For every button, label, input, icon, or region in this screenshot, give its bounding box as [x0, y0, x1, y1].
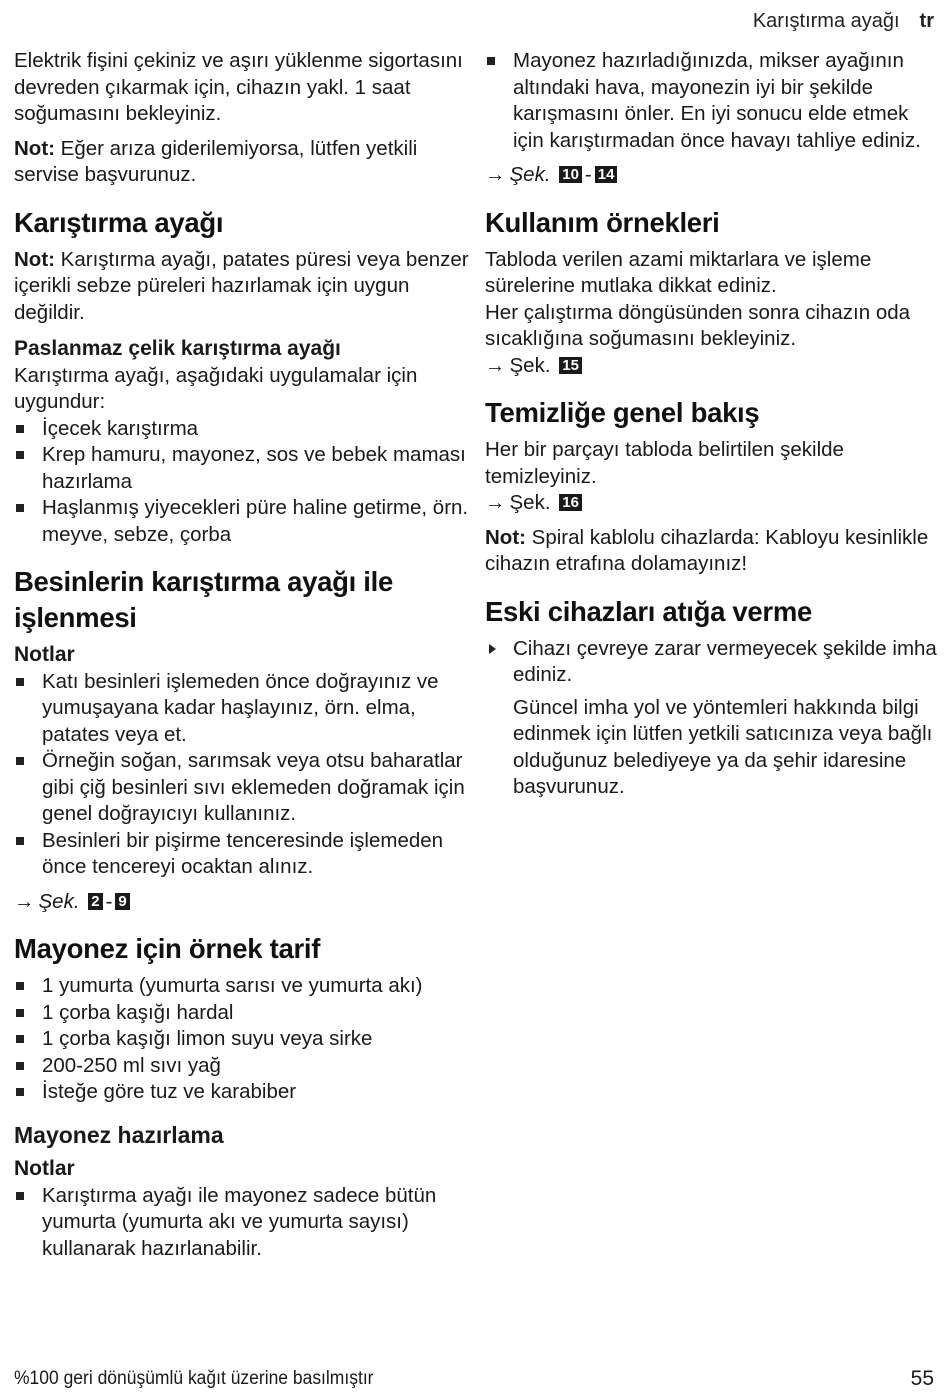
- mayonez-air-list: [485, 48, 937, 154]
- bullet-square-icon: [16, 1062, 24, 1070]
- bullet-square-icon: [487, 57, 495, 65]
- heading-temizlik: Temizliğe genel bakış: [485, 397, 760, 428]
- heading-besinlerin-islenmesi: Besinlerin karıştırma ayağı ile işlenmesi: [14, 566, 393, 633]
- bullet-square-icon: [16, 1192, 24, 1200]
- figure-number-badge: 2: [88, 893, 102, 910]
- bullet-square-icon: [16, 451, 24, 459]
- figure-number-badge: 14: [595, 166, 618, 183]
- ingredients-list: [14, 973, 470, 1106]
- kullanim-paragraph-1: Tabloda verilen azami miktarlara ve işleme sürelerine mutlaka dikkat ediniz.: [485, 247, 872, 297]
- uses-list: [14, 416, 470, 549]
- left-column: [14, 48, 470, 1262]
- heading-mayonez-hazirlama: Mayonez hazırlama: [14, 1121, 224, 1148]
- list-item: 1 yumurta (yumurta sarısı ve yumurta akı): [14, 973, 470, 1000]
- note-label: Not:: [485, 525, 526, 549]
- running-header-title: Karıştırma ayağı: [752, 10, 900, 32]
- list-item: Karıştırma ayağı ile mayonez sadece bütün yumurta (yumurta akı ve yumurta sayısı) kullanarak hazırlanabilir.: [14, 1183, 470, 1263]
- arrow-right-icon: →: [485, 491, 506, 514]
- bullet-square-icon: [16, 1088, 24, 1096]
- running-header: [753, 8, 934, 34]
- arrow-right-icon: →: [14, 889, 35, 913]
- triangle-bullet-icon: [489, 644, 496, 654]
- heading-mayonez-tarif: Mayonez için örnek tarif: [14, 933, 321, 964]
- list-item: Örneğin soğan, sarımsak veya otsu baharatlar gibi çiğ besinleri sıvı eklemeden doğramak için genel doğrayıcıyı kullanınız.: [14, 748, 470, 828]
- intro-paragraph: Elektrik fişini çekiniz ve aşırı yüklenme sigortasını devreden çıkarmak için, cihazın yakl. 1 saat soğumasını bekleyiniz.: [14, 49, 463, 125]
- page-number: 55: [910, 1367, 934, 1390]
- heading-paslanmaz: Paslanmaz çelik karıştırma ayağı: [14, 337, 341, 360]
- notes-heading: Notlar: [14, 643, 75, 666]
- right-column: [485, 48, 937, 801]
- arrow-right-icon: →: [485, 353, 506, 377]
- list-item: 1 çorba kaşığı hardal: [14, 1000, 470, 1027]
- note-text: Spiral kablolu cihazlarda: Kabloyu kesinlikle cihazın etrafına dolamayınız!: [485, 525, 929, 575]
- heading-karistirma-ayagi: Karıştırma ayağı: [14, 206, 224, 238]
- temizlik-paragraph: Her bir parçayı tabloda belirtilen şekilde temizleyiniz.: [485, 438, 844, 488]
- disposal-list: [485, 636, 937, 689]
- heading-eski-cihazlar: Eski cihazları atığa verme: [485, 595, 812, 627]
- disposal-paragraph: Güncel imha yol ve yöntemleri hakkında bilgi edinmek için lütfen yetkili satıcınıza veya bağlı olduğunuz belediyeye ya da şehir idaresine başvurunuz.: [513, 695, 933, 798]
- figure-number-badge: 15: [559, 357, 582, 374]
- list-item: Haşlanmış yiyecekleri püre haline getirme, örn. meyve, sebze, çorba: [14, 495, 470, 548]
- figure-number-badge: 9: [115, 893, 129, 910]
- notes-list: [14, 669, 470, 881]
- arrow-right-icon: →: [485, 163, 506, 186]
- language-code: tr: [919, 10, 934, 32]
- note-text: Eğer arıza giderilemiyorsa, lütfen yetkili servise başvurunuz.: [14, 136, 418, 186]
- bullet-square-icon: [16, 837, 24, 845]
- list-item: Krep hamuru, mayonez, sos ve bebek maması hazırlama: [14, 442, 470, 495]
- list-item: Besinleri bir pişirme tenceresinde işlemeden önce tencereyi ocaktan alınız.: [14, 828, 470, 881]
- list-item: 200-250 ml sıvı yağ: [14, 1053, 470, 1080]
- paslanmaz-intro: Karıştırma ayağı, aşağıdaki uygulamalar için uygundur:: [14, 363, 418, 413]
- figure-reference: → Şek. 16: [485, 490, 937, 517]
- note-text: Karıştırma ayağı, patates püresi veya benzer içerikli sebze püreleri hazırlamak için uygun değildir.: [14, 247, 469, 324]
- note-cable: [485, 525, 937, 578]
- bullet-square-icon: [16, 757, 24, 765]
- list-item: 1 çorba kaşığı limon suyu veya sirke: [14, 1026, 470, 1053]
- footer-recycled-note: %100 geri dönüşümlü kağıt üzerine basılmıştır: [14, 1368, 374, 1389]
- note-service: [14, 136, 470, 189]
- mayonez-notes-list: [14, 1183, 470, 1263]
- note-label: Not:: [14, 136, 55, 160]
- bullet-square-icon: [16, 504, 24, 512]
- bullet-square-icon: [16, 982, 24, 990]
- list-item: Katı besinleri işlemeden önce doğrayınız ve yumuşayana kadar haşlayınız, örn. elma, patates veya et.: [14, 669, 470, 749]
- figure-number-badge: 10: [559, 166, 582, 183]
- heading-kullanim-ornekleri: Kullanım örnekleri: [485, 206, 720, 238]
- bullet-square-icon: [16, 425, 24, 433]
- list-item: Mayonez hazırladığınızda, mikser ayağının altındaki hava, mayonezin iyi bir şekilde karışmasını önler. En iyi sonucu elde etmek için karıştırmadan önce havayı tahliye ediniz.: [485, 48, 937, 154]
- figure-reference: → Şek. 15: [485, 353, 937, 380]
- note-pure: [14, 247, 470, 327]
- list-item: İçecek karıştırma: [14, 416, 470, 443]
- bullet-square-icon: [16, 1009, 24, 1017]
- note-label: Not:: [14, 247, 55, 271]
- list-item: Cihazı çevreye zarar vermeyecek şekilde imha ediniz.: [485, 636, 937, 689]
- bullet-square-icon: [16, 1035, 24, 1043]
- kullanim-paragraph-2: Her çalıştırma döngüsünden sonra cihazın oda sıcaklığına soğumasını bekleyiniz.: [485, 300, 911, 350]
- figure-reference: → Şek. 2 - 9: [14, 889, 470, 916]
- figure-reference: → Şek. 10 - 14: [485, 162, 937, 189]
- figure-number-badge: 16: [559, 494, 582, 511]
- notes-heading: Notlar: [14, 1157, 75, 1180]
- list-item: İsteğe göre tuz ve karabiber: [14, 1079, 470, 1106]
- bullet-square-icon: [16, 678, 24, 686]
